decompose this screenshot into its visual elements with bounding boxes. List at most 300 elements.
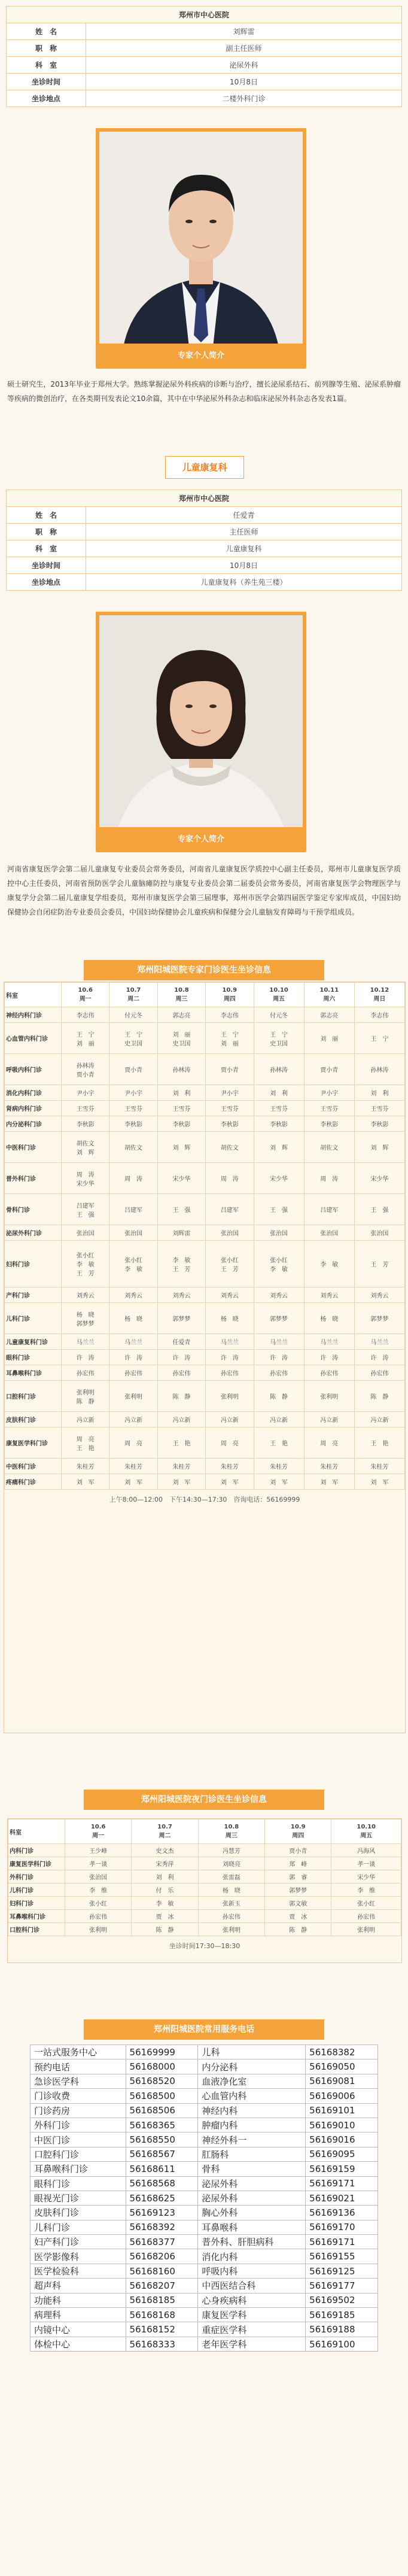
phone-number[interactable]: 56169123 xyxy=(126,2206,198,2220)
phone-dept: 急诊医学科 xyxy=(31,2074,126,2088)
phones-title: 郑州阳城医院常用服务电话 xyxy=(84,2019,324,2040)
schedule-cell: 王少峰 xyxy=(65,1844,132,1857)
schedule-cell: 冯海风 xyxy=(331,1844,401,1857)
phone-number[interactable]: 56169155 xyxy=(306,2249,378,2264)
phone-number[interactable]: 56169095 xyxy=(306,2147,378,2161)
schedule-cell: 周 涛 xyxy=(206,1163,254,1194)
schedule-cell: 王雪芬 xyxy=(206,1101,254,1116)
phone-number[interactable]: 56168567 xyxy=(126,2147,198,2161)
schedule-cell: 张小红 王 芳 xyxy=(206,1241,254,1287)
schedule-cell: 许 涛 xyxy=(254,1350,304,1365)
schedule-cell: 王雪芬 xyxy=(109,1101,157,1116)
header-date: 10.6 xyxy=(78,987,93,994)
phone-dept: 超声科 xyxy=(31,2279,126,2293)
header-dow: 周三 xyxy=(175,996,188,1003)
schedule-cell: 周 亮 王 艳 xyxy=(62,1427,109,1459)
doctor1-photo xyxy=(96,128,306,347)
schedule-cell: 刘 利 xyxy=(354,1085,404,1101)
header-date: 10.10 xyxy=(269,987,288,994)
phone-number[interactable]: 56168377 xyxy=(126,2235,198,2249)
phone-row xyxy=(31,2249,378,2264)
doctor1-bio: 硕士研究生，2013年毕业于郑州大学。熟练掌握泌尿外科疾病的诊断与治疗，擅长泌尿系结石、前列腺等生殖、泌尿系肿瘤等疾病的微创治疗，在各类期刊发表论文10余篇，其中在中华泌尿外科杂志和临床泌尿外科杂志各发表1篇。 xyxy=(7,380,401,403)
phone-dept: 骨科 xyxy=(198,2162,306,2176)
doctor1-info-table xyxy=(6,6,402,107)
phone-number[interactable]: 56169171 xyxy=(306,2176,378,2191)
schedule-dept: 肾病内科门诊 xyxy=(5,1101,62,1116)
header-dow: 周五 xyxy=(273,996,285,1003)
schedule-dept: 产科门诊 xyxy=(5,1287,62,1303)
phone-number[interactable]: 56169171 xyxy=(306,2235,378,2249)
schedule-dept: 儿科门诊 xyxy=(5,1303,62,1334)
phone-number[interactable]: 56169502 xyxy=(306,2293,378,2307)
schedule-cell: 李秋影 xyxy=(206,1116,254,1132)
schedule-dept: 康复医学科门诊 xyxy=(8,1857,65,1870)
phone-dept: 外科门诊 xyxy=(31,2118,126,2132)
schedule-cell: 胡佐文 xyxy=(206,1132,254,1163)
info-row xyxy=(7,574,402,591)
schedule-cell: 孙林涛 贾小青 xyxy=(62,1054,109,1085)
phone-number[interactable]: 56169185 xyxy=(306,2308,378,2322)
schedule-row xyxy=(5,1365,405,1381)
doctor1-info-card xyxy=(6,6,402,107)
phone-number[interactable]: 56168568 xyxy=(126,2176,198,2191)
info-row xyxy=(7,90,402,107)
schedule-dept: 口腔科门诊 xyxy=(8,1923,65,1936)
schedule-cell: 杨 晓 xyxy=(206,1303,254,1334)
schedule-cell: 王 宁 刘 丽 xyxy=(62,1023,109,1054)
schedule-cell: 郭梦梦 xyxy=(157,1303,205,1334)
schedule-cell: 刘 军 xyxy=(157,1474,205,1490)
info-key: 职 称 xyxy=(7,524,86,540)
hospital-name: 郑州市中心医院 xyxy=(7,7,402,23)
schedule-row xyxy=(5,1241,405,1287)
schedule-cell: 宋少华 xyxy=(254,1163,304,1194)
schedule-cell: 郑 峰 xyxy=(265,1857,331,1870)
phone-number[interactable]: 56169081 xyxy=(306,2074,378,2088)
schedule-cell: 张治国 xyxy=(109,1225,157,1241)
schedule-cell: 张小红 李 敏 xyxy=(109,1241,157,1287)
schedule-row xyxy=(8,1897,401,1910)
phone-number[interactable]: 56168500 xyxy=(126,2089,198,2103)
header-dow: 周一 xyxy=(92,1833,105,1839)
phone-dept: 医学影像科 xyxy=(31,2249,126,2264)
phone-row xyxy=(31,2191,378,2205)
header-date: 10.12 xyxy=(370,987,389,994)
schedule-cell: 张新玉 xyxy=(198,1897,264,1910)
schedule-cell: 冯慧芳 xyxy=(198,1844,264,1857)
info-value: 10月8日 xyxy=(86,557,402,574)
header-day xyxy=(109,983,157,1007)
header-day xyxy=(198,1819,264,1844)
schedule-cell: 陈 静 xyxy=(354,1381,404,1412)
info-key: 坐诊地点 xyxy=(7,90,86,107)
info-key: 科 室 xyxy=(7,57,86,74)
phone-row xyxy=(31,2089,378,2103)
phone-dept: 体检中心 xyxy=(31,2337,126,2351)
phone-row xyxy=(31,2147,378,2161)
schedule-cell: 杨 晓 郭梦梦 xyxy=(62,1303,109,1334)
schedule-dept: 皮肤科门诊 xyxy=(5,1412,62,1427)
schedule1-table-wrap xyxy=(4,982,406,1733)
schedule-dept: 心血管内科门诊 xyxy=(5,1023,62,1054)
schedule-cell: 孙林涛 xyxy=(157,1054,205,1085)
phone-dept: 肿瘤内科 xyxy=(198,2118,306,2132)
schedule-cell: 孝一谈 xyxy=(331,1857,401,1870)
schedule-cell: 郭梦梦 xyxy=(354,1303,404,1334)
schedule-row xyxy=(5,1163,405,1194)
header-dow: 周二 xyxy=(159,1833,171,1839)
info-value: 儿童康复科 xyxy=(86,540,402,557)
schedule-row xyxy=(8,1910,401,1923)
schedule-cell: 朱桂芳 xyxy=(304,1459,354,1474)
phone-number[interactable]: 56168392 xyxy=(126,2220,198,2234)
schedule-cell: 张治国 xyxy=(304,1225,354,1241)
doctor2-info-card xyxy=(6,490,402,591)
phone-number[interactable]: 56169100 xyxy=(306,2337,378,2351)
schedule-cell: 朱桂芳 xyxy=(354,1459,404,1474)
schedule-cell: 陈 静 xyxy=(265,1923,331,1936)
phone-row xyxy=(31,2045,378,2059)
phone-row xyxy=(31,2220,378,2234)
schedule-cell: 杨 晓 xyxy=(304,1303,354,1334)
schedule-cell: 贾 冰 xyxy=(132,1910,198,1923)
header-day xyxy=(354,983,404,1007)
header-date: 10.11 xyxy=(319,987,339,994)
schedule-cell: 郭志亮 xyxy=(304,1007,354,1023)
schedule-cell: 尹小宇 xyxy=(206,1085,254,1101)
header-day xyxy=(157,983,205,1007)
schedule-row xyxy=(5,1085,405,1101)
schedule-cell: 尹小宇 xyxy=(304,1085,354,1101)
phone-number[interactable]: 56169999 xyxy=(126,2045,198,2059)
doctor1-portrait-icon xyxy=(99,132,303,347)
header-day xyxy=(132,1819,198,1844)
phone-number[interactable]: 56169101 xyxy=(306,2103,378,2118)
schedule-row xyxy=(5,1334,405,1350)
schedule-cell: 刘 丽 xyxy=(304,1023,354,1054)
info-row xyxy=(7,7,402,23)
header-date: 10.10 xyxy=(357,1824,376,1830)
schedule-dept: 普外科门诊 xyxy=(5,1163,62,1194)
schedule-cell: 张利明 xyxy=(198,1923,264,1936)
schedule-dept: 康复医学科门诊 xyxy=(5,1427,62,1459)
header-day xyxy=(254,983,304,1007)
phone-dept: 儿科 xyxy=(198,2045,306,2059)
phone-number[interactable]: 56168160 xyxy=(126,2264,198,2278)
schedule-cell: 冯立新 xyxy=(354,1412,404,1427)
schedule-cell: 孙宏伟 xyxy=(109,1365,157,1381)
schedule-cell: 史文杰 xyxy=(132,1844,198,1857)
info-key: 科 室 xyxy=(7,540,86,557)
schedule-dept: 耳鼻喉科门诊 xyxy=(8,1910,65,1923)
phone-dept: 神经外科一 xyxy=(198,2133,306,2147)
phone-row xyxy=(31,2133,378,2147)
info-key: 姓 名 xyxy=(7,507,86,524)
schedule-cell: 胡佐文 xyxy=(109,1132,157,1163)
phone-dept: 一站式服务中心 xyxy=(31,2045,126,2059)
header-date: 10.7 xyxy=(126,987,141,994)
header-date: 10.9 xyxy=(290,1824,306,1830)
phone-dept: 预约电话 xyxy=(31,2059,126,2074)
phone-number[interactable]: 56168206 xyxy=(126,2249,198,2264)
schedule-cell: 李 敏 xyxy=(304,1241,354,1287)
schedule-cell: 王 强 xyxy=(254,1194,304,1225)
schedule-cell: 冯立新 xyxy=(254,1412,304,1427)
schedule-cell: 宋少华 xyxy=(354,1163,404,1194)
schedule-dept: 神经内科门诊 xyxy=(5,1007,62,1023)
schedule-cell: 冯立新 xyxy=(157,1412,205,1427)
phone-dept: 儿科门诊 xyxy=(31,2220,126,2234)
phone-number[interactable]: 56169016 xyxy=(306,2133,378,2147)
info-row xyxy=(7,57,402,74)
schedule-row xyxy=(8,1884,401,1897)
schedule-dept: 中医科门诊 xyxy=(5,1132,62,1163)
schedule-cell: 孙林涛 xyxy=(354,1054,404,1085)
schedule-cell: 马兰兰 xyxy=(304,1334,354,1350)
phone-number[interactable]: 56168168 xyxy=(126,2308,198,2322)
phone-number[interactable]: 56168152 xyxy=(126,2322,198,2337)
phone-dept: 妇产科门诊 xyxy=(31,2235,126,2249)
schedule-cell: 刘 军 xyxy=(254,1474,304,1490)
phone-dept: 耳鼻喉科 xyxy=(198,2220,306,2234)
phone-number[interactable]: 56168611 xyxy=(126,2162,198,2176)
schedule-cell: 刘 辉 xyxy=(254,1132,304,1163)
schedule-cell: 王 宁 xyxy=(354,1023,404,1054)
phone-number[interactable]: 56168333 xyxy=(126,2337,198,2351)
schedule-dept: 儿科门诊 xyxy=(8,1884,65,1897)
phone-number[interactable]: 56168625 xyxy=(126,2191,198,2205)
schedule-dept: 消化内科门诊 xyxy=(5,1085,62,1101)
schedule-cell: 马兰兰 xyxy=(254,1334,304,1350)
info-row xyxy=(7,40,402,57)
phone-number[interactable]: 56168000 xyxy=(126,2059,198,2074)
schedule-cell: 郭志亮 xyxy=(157,1007,205,1023)
info-value: 副主任医师 xyxy=(86,40,402,57)
phone-dept: 内分泌科 xyxy=(198,2059,306,2074)
hospital-name: 郑州市中心医院 xyxy=(7,490,402,507)
phone-dept: 医学检验科 xyxy=(31,2264,126,2278)
schedule-row xyxy=(5,1194,405,1225)
phone-dept: 中医门诊 xyxy=(31,2133,126,2147)
schedule2-table-wrap xyxy=(7,1818,402,1963)
schedule-row xyxy=(5,1007,405,1023)
phone-number[interactable]: 56169010 xyxy=(306,2118,378,2132)
schedule-cell: 朱桂芳 xyxy=(157,1459,205,1474)
schedule-cell: 李秋影 xyxy=(254,1116,304,1132)
schedule-dept: 妇科门诊 xyxy=(8,1897,65,1910)
schedule1-title: 郑州阳城医院专家门诊医生坐诊信息 xyxy=(84,960,324,980)
schedule2-table xyxy=(8,1819,401,1936)
info-value: 二楼外科门诊 xyxy=(86,90,402,107)
schedule-cell: 许 涛 xyxy=(109,1350,157,1365)
schedule-cell: 李秋影 xyxy=(304,1116,354,1132)
info-value: 主任医师 xyxy=(86,524,402,540)
phone-dept: 皮肤科门诊 xyxy=(31,2206,126,2220)
info-value: 10月8日 xyxy=(86,74,402,90)
schedule-cell: 刘秀云 xyxy=(62,1287,109,1303)
header-dow: 周一 xyxy=(79,996,92,1003)
schedule-cell: 李秋影 xyxy=(62,1116,109,1132)
schedule-cell: 李 敏 xyxy=(132,1897,198,1910)
schedule-cell: 刘 军 xyxy=(354,1474,404,1490)
schedule-cell: 王雪芬 xyxy=(62,1101,109,1116)
schedule-cell: 许 涛 xyxy=(62,1350,109,1365)
phone-dept: 康复医学科 xyxy=(198,2308,306,2322)
schedule-cell: 刘秀云 xyxy=(304,1287,354,1303)
schedule-row xyxy=(5,1132,405,1163)
header-dow: 周五 xyxy=(360,1833,373,1839)
schedule-cell: 陈 静 xyxy=(132,1923,198,1936)
phone-number[interactable]: 56168382 xyxy=(306,2045,378,2059)
phone-dept: 胸心外科 xyxy=(198,2206,306,2220)
header-day xyxy=(65,1819,132,1844)
phone-dept: 口腔科门诊 xyxy=(31,2147,126,2161)
phone-dept: 病理科 xyxy=(31,2308,126,2322)
phone-number[interactable]: 56168520 xyxy=(126,2074,198,2088)
info-value: 刘辉雷 xyxy=(86,23,402,40)
schedule-dept: 内分泌科门诊 xyxy=(5,1116,62,1132)
phone-number[interactable]: 56169050 xyxy=(306,2059,378,2074)
phone-number[interactable]: 56168185 xyxy=(126,2293,198,2307)
schedule-cell: 孙宏伟 xyxy=(62,1365,109,1381)
schedule-row xyxy=(5,1459,405,1474)
info-row xyxy=(7,74,402,90)
schedule-row xyxy=(5,1381,405,1412)
schedule-cell: 许 涛 xyxy=(206,1350,254,1365)
header-date: 10.8 xyxy=(224,1824,239,1830)
schedule-dept: 眼科门诊 xyxy=(5,1350,62,1365)
header-dow: 周六 xyxy=(323,996,336,1003)
phone-row xyxy=(31,2264,378,2278)
schedule-cell: 许 涛 xyxy=(304,1350,354,1365)
schedule-cell: 张利明 陈 静 xyxy=(62,1381,109,1412)
schedule-row xyxy=(5,1225,405,1241)
schedule-cell: 宋少华 xyxy=(331,1870,401,1884)
schedule-row xyxy=(5,1303,405,1334)
phone-number[interactable]: 56168506 xyxy=(126,2103,198,2118)
section-pediatric-rehab: 儿童康复科 xyxy=(165,456,244,479)
phone-dept: 重症医学科 xyxy=(198,2322,306,2337)
phone-number[interactable]: 56169177 xyxy=(306,2279,378,2293)
schedule-row xyxy=(8,1844,401,1857)
phone-row xyxy=(31,2103,378,2118)
header-dow: 周二 xyxy=(127,996,140,1003)
doctor1-profile-button[interactable] xyxy=(96,344,306,369)
schedule-cell: 王雪芬 xyxy=(304,1101,354,1116)
schedule-cell: 郭梦梦 xyxy=(254,1303,304,1334)
schedule-cell: 刘晓亮 xyxy=(198,1857,264,1870)
schedule-cell: 冯立新 xyxy=(304,1412,354,1427)
doctor2-profile-button[interactable] xyxy=(96,827,306,852)
schedule-cell: 李志伟 xyxy=(206,1007,254,1023)
phone-number[interactable]: 56168207 xyxy=(126,2279,198,2293)
phone-dept: 内镜中心 xyxy=(31,2322,126,2337)
schedule1-note: 上午8:00—12:00 下午14:30—17:30 咨询电话：56169999 xyxy=(109,1496,300,1503)
phone-dept: 眼科门诊 xyxy=(31,2176,126,2191)
schedule-cell: 王 艳 xyxy=(354,1427,404,1459)
info-value: 任爱青 xyxy=(86,507,402,524)
phone-row xyxy=(31,2059,378,2074)
schedule-cell: 刘秀云 xyxy=(109,1287,157,1303)
phone-dept: 眼视光门诊 xyxy=(31,2191,126,2205)
schedule-cell: 郭梦梦 xyxy=(265,1884,331,1897)
doctor2-photo xyxy=(96,612,306,831)
schedule-cell: 杨 晓 xyxy=(198,1884,264,1897)
phone-number[interactable]: 56169125 xyxy=(306,2264,378,2278)
schedule-row xyxy=(8,1870,401,1884)
schedule-cell: 郭文敏 xyxy=(265,1897,331,1910)
info-value: 儿童康复科（养生苑三楼） xyxy=(86,574,402,591)
schedule-cell: 任爱青 xyxy=(157,1334,205,1350)
schedule-cell: 孙宏伟 xyxy=(65,1910,132,1923)
schedule-cell: 周 亮 xyxy=(109,1427,157,1459)
doctor2-bio: 河南省康复医学会第二届儿童康复专业委员会常务委员，河南省儿童康复医学质控中心副主任委员，郑州市儿童康复医学质控中心主任委员，河南省预防医学会儿童脑瘫防控与康复专业委员会第二届委员会常务委员，河南省康复医学会物理医学与康复学分会第二届儿童康复学组委员，郑州市康复医学会第三届理事，郑州市医学会第四届医学鉴定专家库成员，中国妇幼保健协会自闭症防治专业委员会委员，中国妇幼保健协会儿童疾病和保健分会儿童脑发育障碍与干预学组成员。 xyxy=(7,865,401,916)
info-row xyxy=(7,524,402,540)
schedule-cell: 刘 利 xyxy=(132,1870,198,1884)
schedule-cell: 孙宏伟 xyxy=(206,1365,254,1381)
header-day xyxy=(206,983,254,1007)
schedule-cell: 刘秀云 xyxy=(157,1287,205,1303)
schedule-cell: 王 宁 刘 丽 xyxy=(206,1023,254,1054)
phone-dept: 普外科、肝胆病科 xyxy=(198,2235,306,2249)
schedule-cell: 孙宏伟 xyxy=(254,1365,304,1381)
schedule-row xyxy=(5,1116,405,1132)
phone-dept: 血液净化室 xyxy=(198,2074,306,2088)
schedule-cell: 朱桂芳 xyxy=(62,1459,109,1474)
header-day xyxy=(304,983,354,1007)
schedule-cell: 孙宏伟 xyxy=(157,1365,205,1381)
schedule-cell: 贾小青 xyxy=(206,1054,254,1085)
schedule-cell: 王雪芬 xyxy=(157,1101,205,1116)
schedule-row xyxy=(5,1350,405,1365)
schedule-cell: 张治国 xyxy=(354,1225,404,1241)
schedule-cell: 胡佐文 刘 辉 xyxy=(62,1132,109,1163)
phone-row xyxy=(31,2235,378,2249)
header-dow: 周日 xyxy=(373,996,386,1003)
info-value: 泌尿外科 xyxy=(86,57,402,74)
phones-table-wrap xyxy=(30,2045,378,2352)
schedule-cell: 李 维 xyxy=(331,1884,401,1897)
schedule-cell: 刘 丽 史卫国 xyxy=(157,1023,205,1054)
phone-row xyxy=(31,2176,378,2191)
schedule-dept: 疼痛科门诊 xyxy=(5,1474,62,1490)
header-date: 10.6 xyxy=(90,1824,106,1830)
schedule-dept: 骨科门诊 xyxy=(5,1194,62,1225)
phone-number[interactable]: 56169021 xyxy=(306,2191,378,2205)
schedule-cell: 冯立新 xyxy=(62,1412,109,1427)
schedule-cell: 张利明 xyxy=(65,1923,132,1936)
phone-number[interactable]: 56169188 xyxy=(306,2322,378,2337)
schedule-cell: 刘秀云 xyxy=(354,1287,404,1303)
phone-number[interactable]: 56169136 xyxy=(306,2206,378,2220)
schedule-cell: 刘 军 xyxy=(206,1474,254,1490)
doctor1-profile-label: 专家个人简介 xyxy=(177,351,224,360)
phone-number[interactable]: 56168365 xyxy=(126,2118,198,2132)
schedule-cell: 马兰兰 xyxy=(62,1334,109,1350)
schedule2-title: 郑州阳城医院夜门诊医生坐诊信息 xyxy=(84,1790,324,1810)
phone-dept: 肛肠科 xyxy=(198,2147,306,2161)
phone-dept: 泌尿外科 xyxy=(198,2176,306,2191)
phone-number[interactable]: 56168550 xyxy=(126,2133,198,2147)
schedule-cell: 张小红 李 敏 xyxy=(254,1241,304,1287)
schedule-row xyxy=(5,1054,405,1085)
phone-number[interactable]: 56169159 xyxy=(306,2162,378,2176)
phone-number[interactable]: 56169170 xyxy=(306,2220,378,2234)
header-date: 10.7 xyxy=(157,1824,172,1830)
phone-number[interactable]: 56169006 xyxy=(306,2089,378,2103)
schedule1-table xyxy=(4,982,405,1490)
schedule-cell: 孙宏伟 xyxy=(331,1910,401,1923)
